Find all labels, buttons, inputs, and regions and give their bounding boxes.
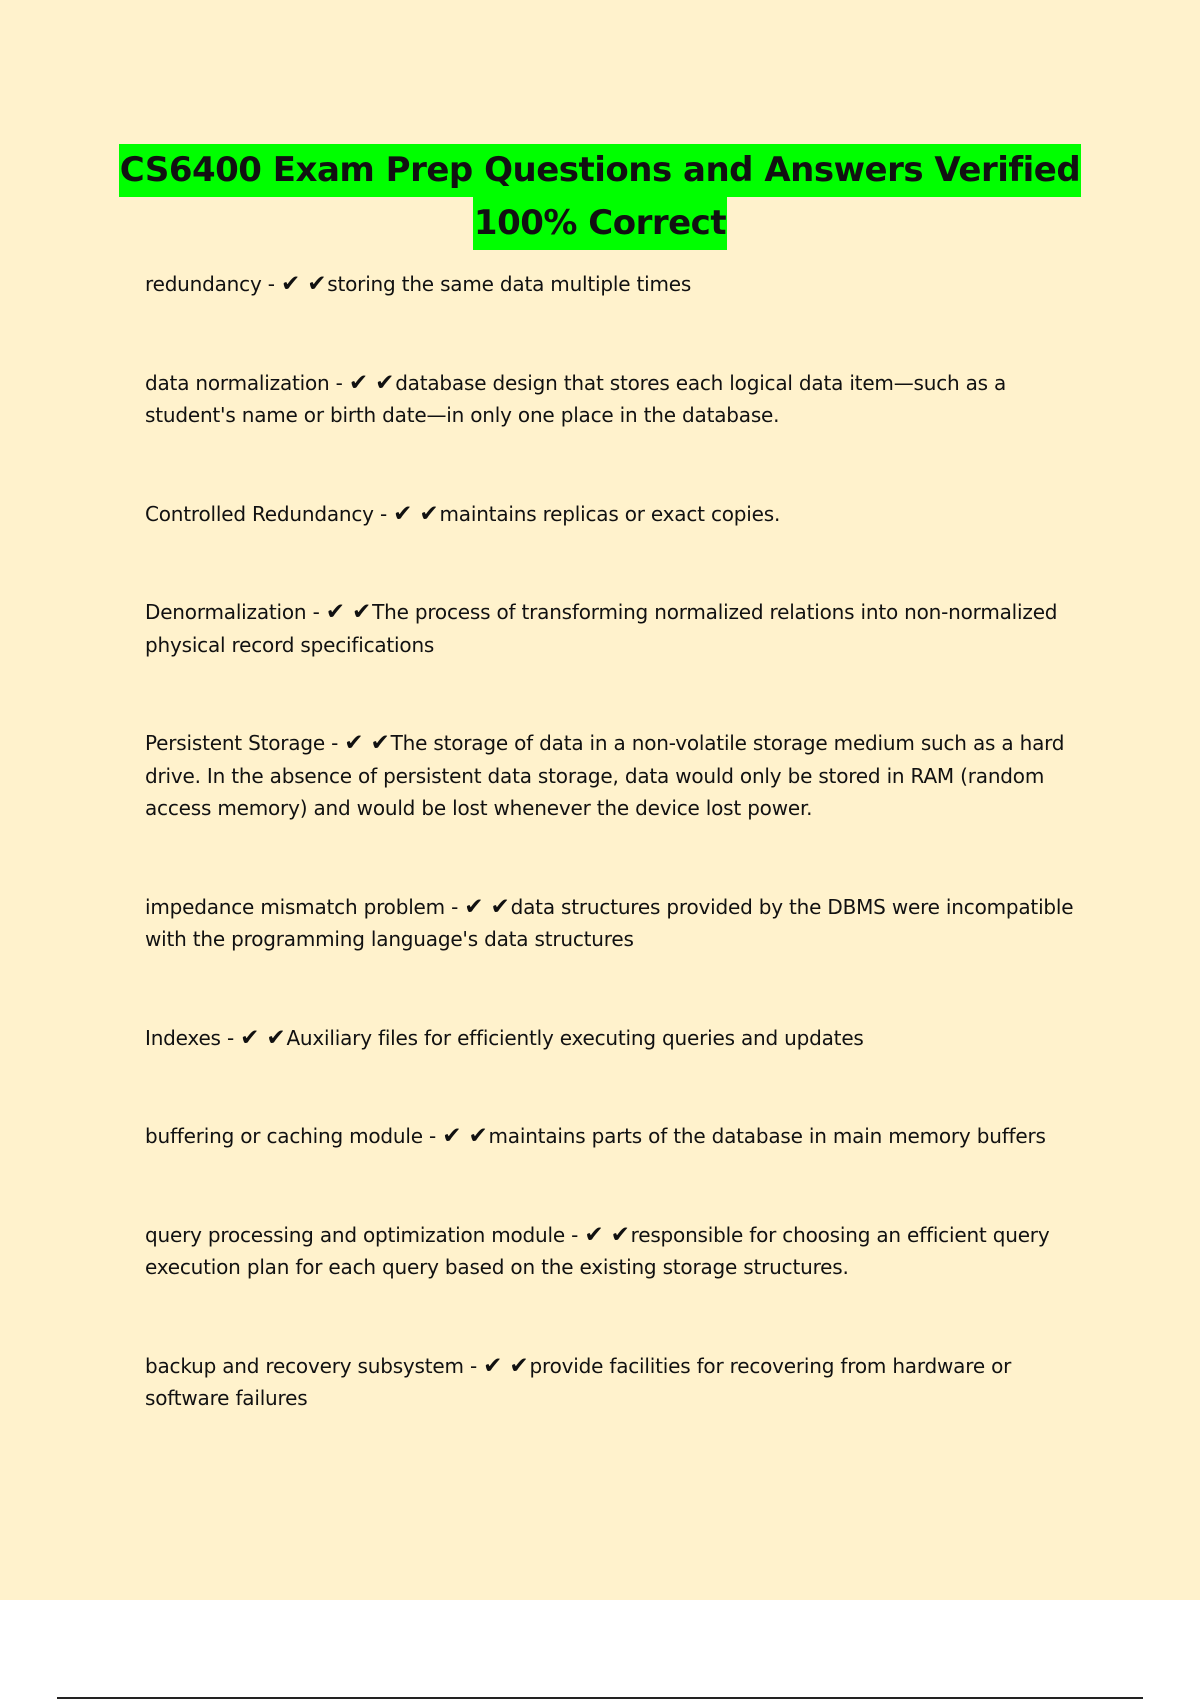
check-icon: ✔ xyxy=(370,730,390,756)
qa-entry xyxy=(145,367,1095,432)
definition: maintains replicas or exact copies. xyxy=(439,501,781,526)
separator: - xyxy=(373,501,394,526)
footer-divider xyxy=(57,1697,1143,1699)
check-icon: ✔ xyxy=(266,1024,286,1051)
check-icon: ✔ xyxy=(490,893,510,920)
check-icon: ✔ xyxy=(483,1352,503,1379)
qa-entry xyxy=(145,1350,1095,1415)
separator: - xyxy=(324,731,345,755)
check-icon: ✔ xyxy=(442,1123,462,1149)
check-icon: ✔ xyxy=(325,599,345,625)
separator: - xyxy=(463,1353,484,1378)
separator: - xyxy=(444,894,465,919)
separator: - xyxy=(306,600,326,624)
separator: - xyxy=(220,1025,241,1050)
check-icon: ✔ xyxy=(584,1221,604,1248)
definition: maintains parts of the database in main memory buffers xyxy=(488,1124,1046,1148)
qa-entry xyxy=(145,1120,1095,1153)
term: buffering or caching module xyxy=(145,1124,423,1148)
qa-entry xyxy=(145,1219,1095,1284)
term: Indexes xyxy=(145,1025,221,1050)
check-icon: ✔ xyxy=(393,500,413,527)
definition: data structures provided by the DBMS were incompatible with the programming language's data structures xyxy=(145,894,1074,951)
separator: - xyxy=(422,1124,443,1148)
definition: storing the same data multiple times xyxy=(327,272,692,296)
check-icon: ✔ xyxy=(352,599,372,625)
check-icon: ✔ xyxy=(509,1352,529,1379)
check-icon: ✔ xyxy=(344,730,364,756)
title-line-2: 100% Correct xyxy=(473,197,727,250)
qa-list xyxy=(145,268,1095,1481)
page-title xyxy=(0,144,1200,250)
term: Persistent Storage xyxy=(145,731,325,755)
check-icon: ✔ xyxy=(610,1221,630,1248)
term: redundancy xyxy=(145,272,262,296)
term: backup and recovery subsystem xyxy=(145,1353,464,1378)
definition: provide facilities for recovering from hardware or software failures xyxy=(145,1353,1012,1410)
qa-entry xyxy=(145,727,1095,825)
definition: responsible for choosing an efficient query execution plan for each query based on the existing storage structures. xyxy=(145,1222,1050,1279)
qa-entry xyxy=(145,891,1095,956)
check-icon: ✔ xyxy=(468,1123,488,1149)
check-icon: ✔ xyxy=(280,271,301,297)
check-icon: ✔ xyxy=(419,500,439,527)
definition: The process of transforming normalized relations into non-normalized physical record specifications xyxy=(145,600,1058,657)
definition: database design that stores each logical data item—such as a student's name or birth date—in only one place in the database. xyxy=(145,370,1007,427)
term: impedance mismatch problem xyxy=(145,894,445,919)
separator: - xyxy=(261,272,281,296)
term: Denormalization xyxy=(145,600,307,624)
definition: The storage of data in a non-volatile storage medium such as a hard drive. In the absence of persistent data storage, data would only be stored in RAM (random access memory) and would be lost whenever the device lost power. xyxy=(145,731,1065,820)
term: data normalization xyxy=(145,370,330,395)
check-icon: ✔ xyxy=(348,369,368,396)
check-icon: ✔ xyxy=(375,369,395,396)
qa-entry xyxy=(145,498,1095,531)
qa-entry xyxy=(145,596,1095,661)
title-line-1: CS6400 Exam Prep Questions and Answers Verified xyxy=(119,144,1081,197)
check-icon: ✔ xyxy=(240,1024,260,1051)
qa-entry xyxy=(145,1022,1095,1055)
separator: - xyxy=(564,1222,585,1247)
check-icon: ✔ xyxy=(464,893,484,920)
term: Controlled Redundancy xyxy=(145,501,374,526)
check-icon: ✔ xyxy=(307,271,327,297)
term: query processing and optimization module xyxy=(145,1222,565,1247)
definition: Auxiliary files for efficiently executing queries and updates xyxy=(286,1025,864,1050)
separator: - xyxy=(329,370,349,395)
qa-entry xyxy=(145,268,1095,301)
